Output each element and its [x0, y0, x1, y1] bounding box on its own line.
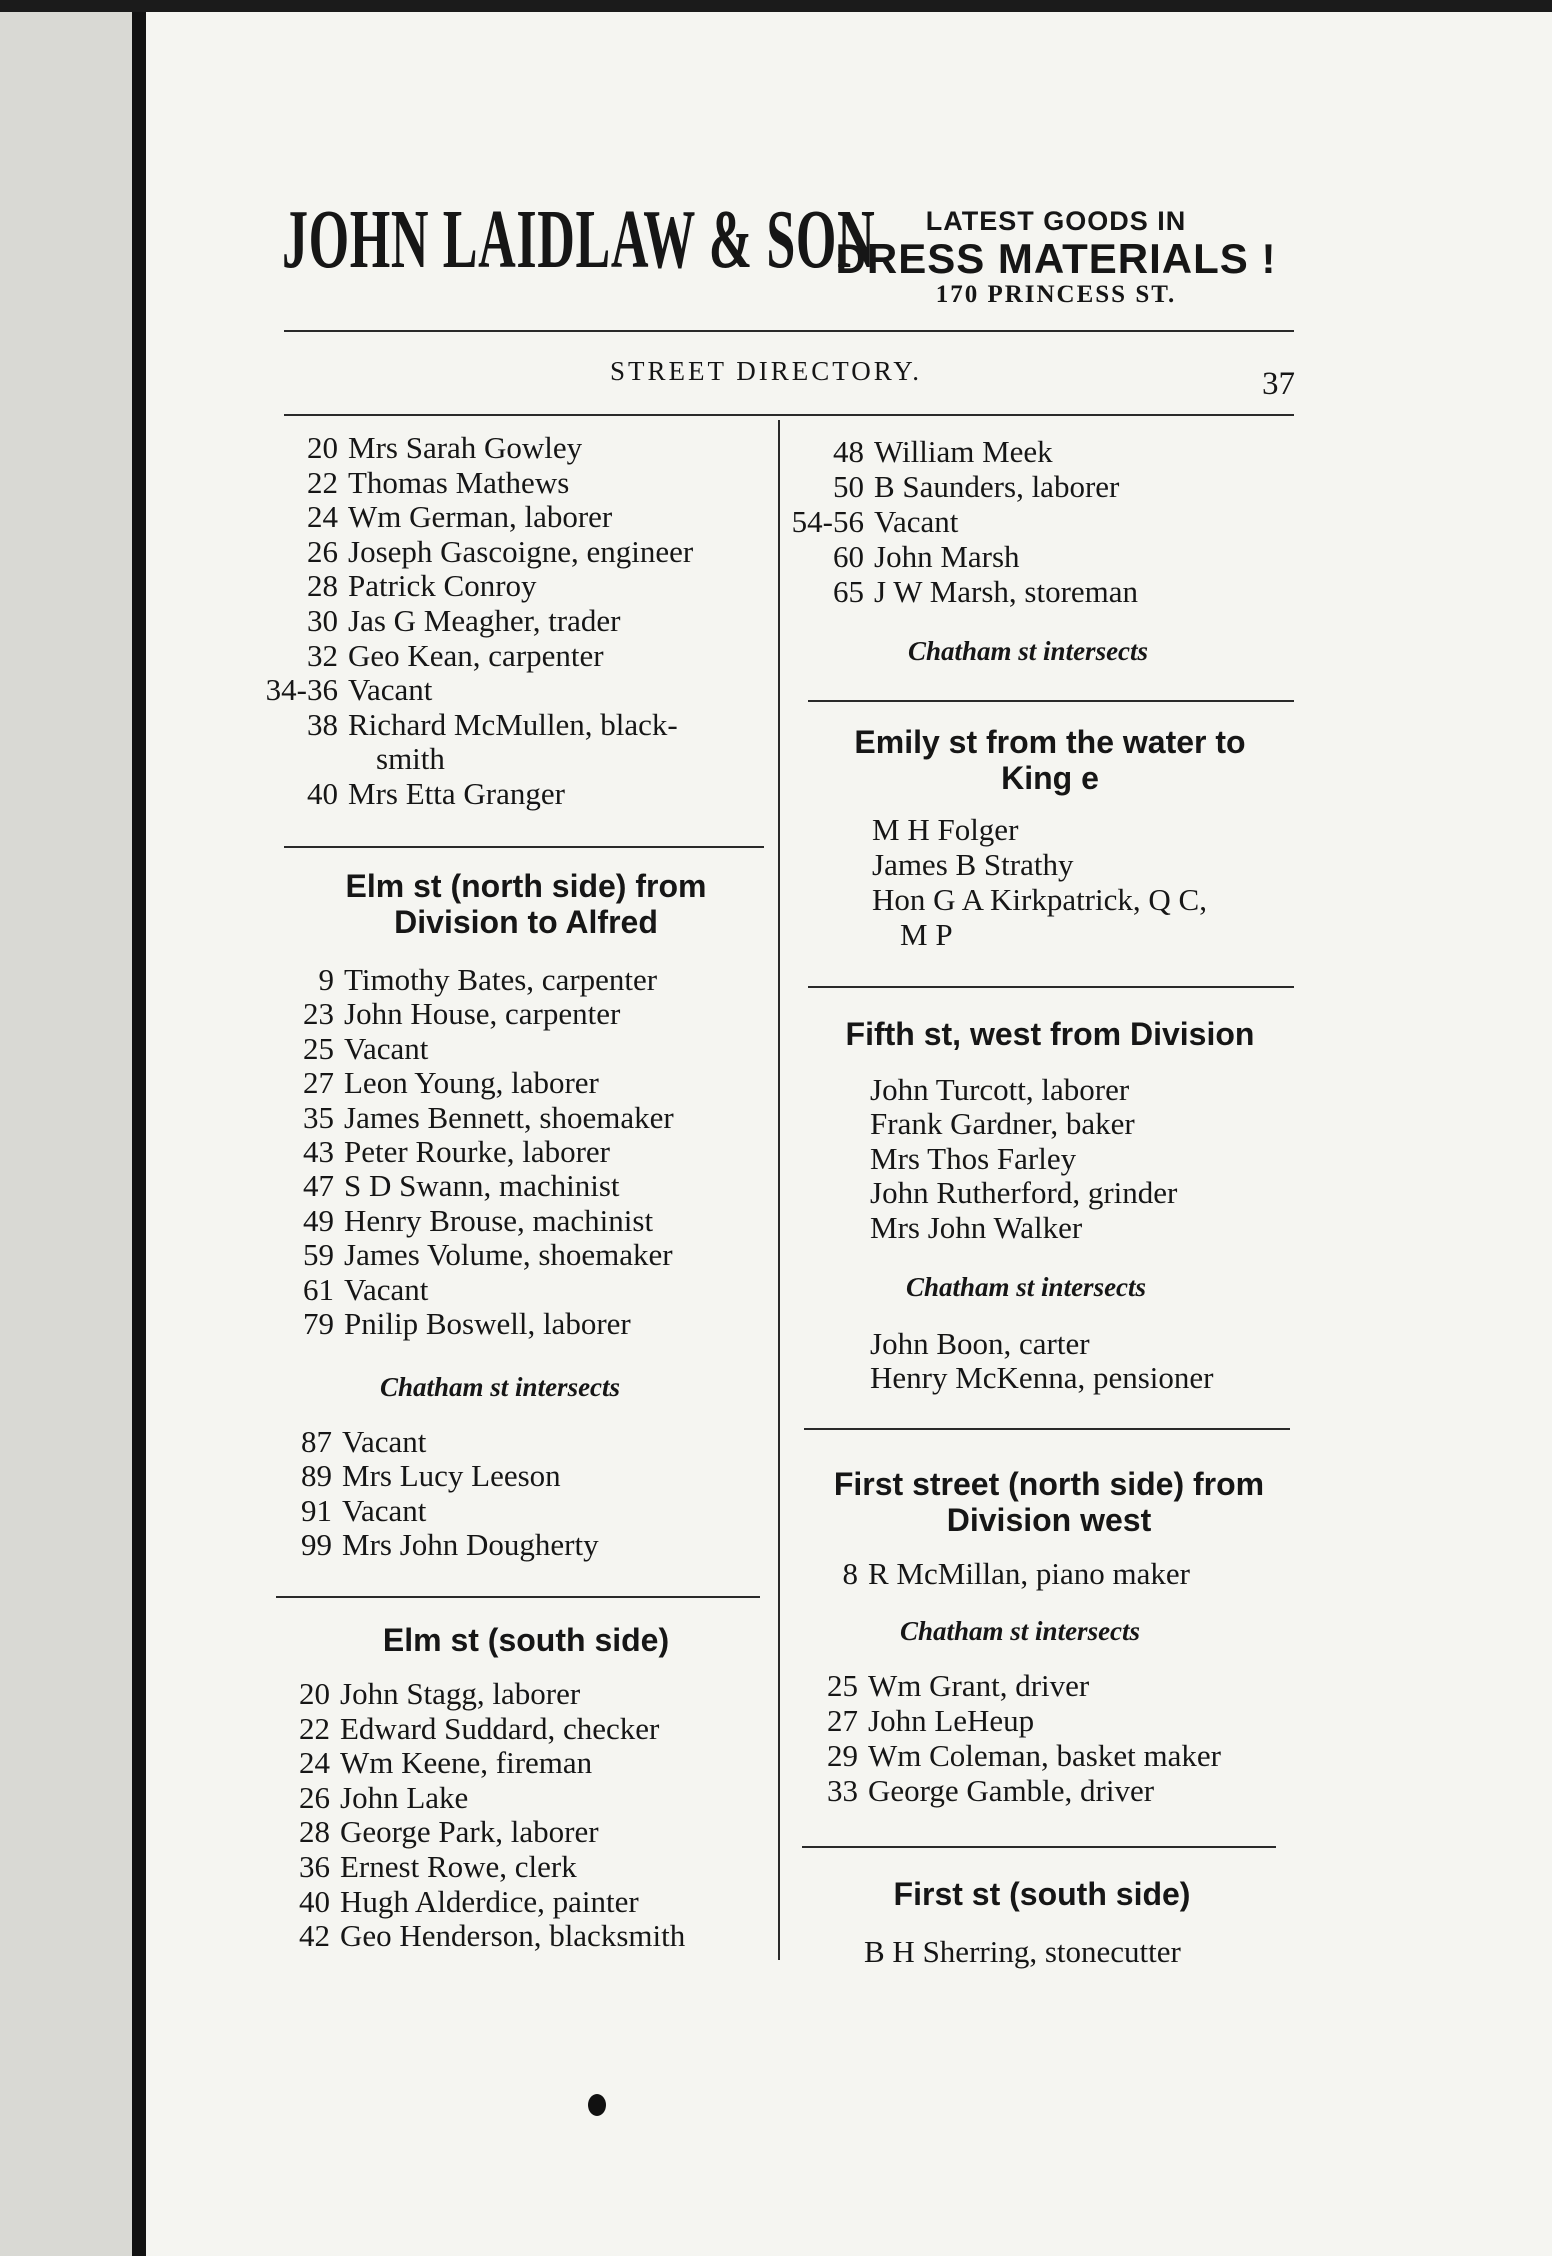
- directory-entry: [812, 434, 1053, 470]
- resident-name: Vacant: [344, 1030, 429, 1066]
- resident-name: Geo Kean, carpenter: [348, 637, 604, 673]
- resident-name: Hugh Alderdice, painter: [340, 1883, 639, 1919]
- directory-entry: [282, 1306, 631, 1342]
- resident-name: Thomas Mathews: [348, 464, 570, 500]
- resident-name: B Saunders, laborer: [874, 469, 1120, 504]
- house-number: 27: [827, 1703, 858, 1738]
- house-number: 34-36: [265, 672, 338, 708]
- directory-entry: [278, 1918, 685, 1954]
- directory-entry: [286, 638, 604, 674]
- house-number: 8: [842, 1556, 858, 1591]
- house-number: 59: [303, 1237, 334, 1273]
- resident-name: Timothy Bates, carpenter: [344, 962, 658, 997]
- resident-name: John Marsh: [874, 539, 1020, 574]
- directory-entry: [286, 499, 612, 535]
- house-number: 9: [318, 962, 334, 997]
- directory-entry: [280, 1493, 426, 1529]
- directory-entry: [278, 1814, 599, 1850]
- directory-entry: [286, 707, 678, 743]
- resident-name: Peter Rourke, laborer: [344, 1134, 610, 1169]
- tagline-line-1: LATEST GOODS IN: [925, 206, 1187, 236]
- running-head-rule: [284, 414, 1294, 416]
- advertiser-name: JOHN LAIDLAW & SON: [282, 193, 876, 286]
- directory-entry: [286, 430, 582, 466]
- directory-entry: John Turcott, laborer: [870, 1072, 1130, 1107]
- directory-entry: [791, 504, 959, 540]
- resident-name: Vacant: [874, 504, 959, 539]
- house-number: 43: [303, 1134, 334, 1169]
- directory-entry: [282, 962, 657, 998]
- resident-name: John Lake: [340, 1779, 469, 1815]
- page-number: 37: [1262, 366, 1295, 402]
- house-number: 87: [301, 1424, 332, 1459]
- intersects-note: Chatham st intersects: [900, 1616, 1141, 1646]
- directory-entry: [812, 539, 1020, 575]
- directory-entry: [812, 574, 1138, 610]
- directory-entry: John Boon, carter: [870, 1326, 1090, 1361]
- directory-entry: [282, 1272, 428, 1308]
- resident-name: Ernest Rowe, clerk: [340, 1849, 577, 1884]
- directory-entry: Henry McKenna, pensioner: [870, 1360, 1214, 1396]
- house-number: 28: [307, 568, 338, 604]
- directory-entry: [806, 1773, 1154, 1809]
- resident-name: smith: [376, 741, 445, 777]
- directory-entry: [282, 1100, 674, 1136]
- resident-name: Vacant: [342, 1492, 427, 1528]
- resident-name: Wm Coleman, basket maker: [868, 1738, 1221, 1773]
- heading-line: First street (north side) from: [833, 1466, 1265, 1502]
- section-rule: [808, 986, 1294, 988]
- house-number: 48: [833, 434, 864, 469]
- house-number: 26: [307, 533, 338, 569]
- running-head: STREET DIRECTORY.: [610, 356, 923, 386]
- directory-entry: [278, 1711, 659, 1747]
- directory-entry: [812, 469, 1119, 505]
- resident-name: John Stagg, laborer: [340, 1676, 581, 1711]
- column-divider: [778, 420, 780, 1960]
- house-number: 36: [299, 1849, 330, 1884]
- section-rule: [804, 1428, 1290, 1430]
- house-number: 49: [303, 1202, 334, 1238]
- resident-name: Vacant: [342, 1424, 427, 1459]
- first-south-heading: First st (south side): [893, 1876, 1191, 1912]
- house-number: 61: [303, 1271, 334, 1307]
- house-number: 25: [827, 1668, 858, 1703]
- section-rule: [808, 700, 1294, 702]
- directory-entry: [278, 1849, 577, 1885]
- directory-entry: B H Sherring, stonecutter: [864, 1934, 1181, 1969]
- ink-blot: [588, 2094, 606, 2116]
- house-number: 50: [833, 469, 864, 504]
- resident-name: John House, carpenter: [344, 996, 621, 1032]
- resident-name: Wm Keene, fireman: [340, 1745, 593, 1781]
- heading-line: Division west: [946, 1502, 1152, 1538]
- resident-name: Richard McMullen, black-: [348, 706, 678, 742]
- directory-entry: [278, 1884, 639, 1920]
- resident-name: Mrs Sarah Gowley: [348, 430, 583, 465]
- directory-entry: [286, 603, 620, 639]
- house-number: 40: [299, 1883, 330, 1919]
- house-number: 91: [301, 1492, 332, 1528]
- directory-entry: M P: [900, 917, 953, 952]
- directory-entry: [806, 1556, 1190, 1592]
- section-rule: [276, 1596, 760, 1598]
- resident-name: Mrs Lucy Leeson: [342, 1458, 561, 1494]
- house-number: 24: [307, 499, 338, 535]
- house-number: 54-56: [791, 504, 864, 539]
- directory-entry: [806, 1703, 1034, 1739]
- resident-name: Pnilip Boswell, laborer: [344, 1306, 631, 1341]
- resident-name: John LeHeup: [868, 1703, 1035, 1738]
- directory-entry: [282, 1203, 653, 1239]
- house-number: 23: [303, 996, 334, 1032]
- resident-name: William Meek: [874, 434, 1053, 469]
- resident-name: George Gamble, driver: [868, 1773, 1155, 1808]
- house-number: 60: [833, 539, 864, 574]
- directory-entry: [282, 1237, 673, 1273]
- elm-north-heading: [276, 868, 776, 940]
- resident-name: J W Marsh, storeman: [874, 574, 1139, 609]
- section-rule: [284, 846, 764, 848]
- house-number: 27: [303, 1065, 334, 1101]
- directory-entry: [280, 1458, 561, 1494]
- house-number: 26: [299, 1779, 330, 1815]
- directory-entry: Mrs Thos Farley: [870, 1140, 1077, 1176]
- house-number: 33: [827, 1773, 858, 1808]
- house-number: 65: [833, 574, 864, 609]
- resident-name: Wm Grant, driver: [868, 1668, 1090, 1703]
- house-number: 99: [301, 1527, 332, 1563]
- first-north-heading: [796, 1466, 1302, 1538]
- house-number: 29: [827, 1738, 858, 1773]
- directory-entry: [278, 1745, 592, 1781]
- directory-entry: Frank Gardner, baker: [870, 1106, 1135, 1142]
- resident-name: Jas G Meagher, trader: [348, 603, 621, 638]
- resident-name: Wm German, laborer: [348, 499, 613, 535]
- directory-entry: [286, 534, 693, 570]
- directory-entry: [806, 1738, 1221, 1774]
- resident-name: Vacant: [344, 1271, 429, 1307]
- house-number: 20: [307, 430, 338, 465]
- heading-line: Division to Alfred: [394, 904, 658, 940]
- directory-entry: James B Strathy: [872, 847, 1074, 882]
- house-number: 22: [307, 464, 338, 500]
- house-number: 30: [307, 603, 338, 638]
- house-number: 47: [303, 1168, 334, 1204]
- resident-name: R McMillan, piano maker: [868, 1556, 1190, 1591]
- emily-heading: [800, 724, 1300, 796]
- house-number: 20: [299, 1676, 330, 1711]
- fifth-heading: Fifth st, west from Division: [845, 1016, 1255, 1052]
- house-number: 25: [303, 1030, 334, 1066]
- house-number: 40: [307, 776, 338, 811]
- scan-top-edge: [0, 0, 1552, 12]
- elm-south-heading: Elm st (south side): [382, 1622, 670, 1658]
- resident-name: Vacant: [348, 672, 433, 708]
- house-number: 38: [307, 706, 338, 742]
- intersects-note: Chatham st intersects: [906, 1272, 1147, 1302]
- directory-entry: [286, 741, 445, 777]
- heading-line: King e: [1001, 760, 1099, 796]
- directory-entry: [282, 996, 620, 1032]
- resident-name: Geo Henderson, blacksmith: [340, 1918, 686, 1954]
- directory-entry: [806, 1668, 1089, 1704]
- house-number: 79: [303, 1306, 334, 1341]
- intersects-note: Chatham st intersects: [908, 636, 1149, 666]
- advertiser-address: 170 PRINCESS ST.: [935, 281, 1177, 309]
- house-number: 22: [299, 1710, 330, 1746]
- advertisement-tagline: [806, 206, 1306, 309]
- directory-entry: [282, 1031, 428, 1067]
- directory-entry: [286, 568, 537, 604]
- directory-entry: [282, 1168, 620, 1204]
- directory-entry: [265, 672, 433, 708]
- resident-name: Mrs John Dougherty: [342, 1527, 599, 1563]
- tagline-line-2: DRESS MATERIALS !: [835, 235, 1277, 282]
- directory-entry: [286, 776, 565, 812]
- left-margin-gutter: [0, 0, 132, 2256]
- resident-name: Joseph Gascoigne, engineer: [348, 533, 694, 569]
- directory-entry: [278, 1676, 580, 1712]
- directory-entry: Hon G A Kirkpatrick, Q C,: [872, 882, 1207, 917]
- house-number: 24: [299, 1745, 330, 1781]
- resident-name: Leon Young, laborer: [344, 1065, 599, 1101]
- directory-entry: Mrs John Walker: [870, 1209, 1083, 1245]
- heading-line: Elm st (north side) from: [345, 868, 707, 904]
- directory-entry: [278, 1780, 468, 1816]
- directory-entry: John Rutherford, grinder: [870, 1175, 1178, 1211]
- resident-name: James Bennett, shoemaker: [344, 1099, 674, 1135]
- book-binding-edge: [132, 0, 146, 2256]
- directory-entry: [282, 1134, 610, 1170]
- house-number: 42: [299, 1918, 330, 1954]
- house-number: 35: [303, 1099, 334, 1135]
- house-number: 89: [301, 1458, 332, 1494]
- directory-entry: [280, 1424, 426, 1460]
- house-number: 28: [299, 1814, 330, 1850]
- directory-entry: M H Folger: [872, 812, 1019, 847]
- resident-name: George Park, laborer: [340, 1814, 599, 1850]
- directory-entry: [286, 465, 569, 501]
- resident-name: Mrs Etta Granger: [348, 776, 565, 811]
- resident-name: Patrick Conroy: [348, 568, 537, 604]
- section-rule: [802, 1846, 1276, 1848]
- directory-entry: [280, 1527, 599, 1563]
- header-rule: [284, 330, 1294, 332]
- resident-name: Henry Brouse, machinist: [344, 1202, 654, 1238]
- house-number: 32: [307, 637, 338, 673]
- resident-name: S D Swann, machinist: [344, 1168, 620, 1204]
- intersects-note: Chatham st intersects: [380, 1372, 621, 1402]
- directory-entry: [282, 1065, 599, 1101]
- heading-line: Emily st from the water to: [854, 724, 1246, 760]
- resident-name: Edward Suddard, checker: [340, 1710, 660, 1746]
- resident-name: James Volume, shoemaker: [344, 1237, 673, 1273]
